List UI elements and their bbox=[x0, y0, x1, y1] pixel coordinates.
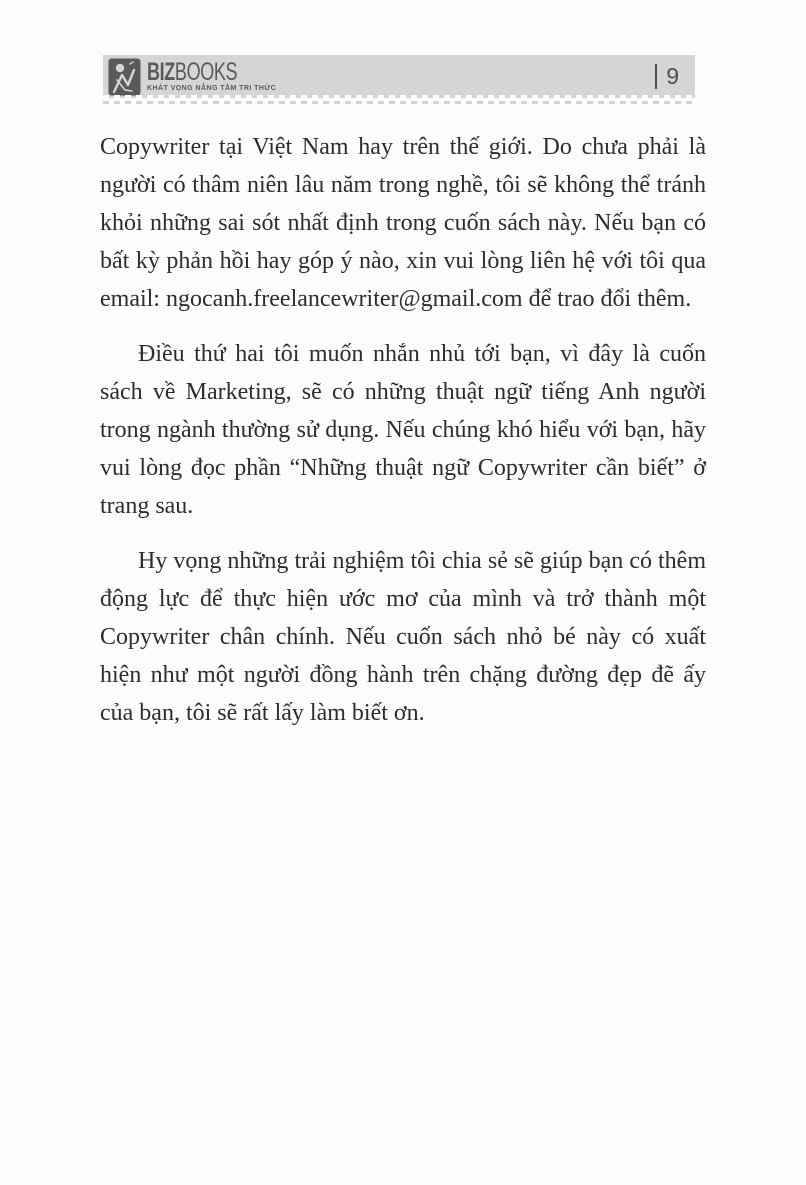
brand-tagline: KHÁT VỌNG NÂNG TẦM TRI THỨC bbox=[147, 85, 277, 92]
paragraph: Điều thứ hai tôi muốn nhắn nhủ tới bạn, vì đây là cuốn sách về Marketing, sẽ có những thuật ngữ tiếng Anh người trong ngành thường sử dụng. Nếu chúng khó hiểu với bạn, hãy vui lòng đọc phần “Những thuật ngữ Copywriter cần biết” ở trang sau. bbox=[100, 341, 706, 519]
brand-books: BOOKS bbox=[174, 58, 238, 86]
page-number-value: 9 bbox=[666, 63, 679, 89]
paragraph: Hy vọng những trải nghiệm tôi chia sẻ sẽ giúp bạn có thêm động lực để thực hiện ước mơ của mình và trở thành một Copywriter chân chính. Nếu cuốn sách nhỏ bé này có xuất hiện như một người đồng hành trên chặng đường đẹp đẽ ấy của bạn, tôi sẽ rất lấy làm biết ơn. bbox=[100, 548, 706, 726]
perforation-edge bbox=[103, 101, 695, 104]
bizbooks-logo bbox=[108, 58, 276, 96]
page-content bbox=[100, 128, 706, 749]
brand-name bbox=[147, 58, 238, 86]
brand-biz: BIZ bbox=[147, 58, 175, 86]
bizbooks-logo-text bbox=[147, 58, 277, 92]
paragraph: Copywriter tại Việt Nam hay trên thế giới. Do chưa phải là người có thâm niên lâu năm trong nghề, tôi sẽ không thể tránh khỏi những sai sót nhất định trong cuốn sách này. Nếu bạn có bất kỳ phản hồi hay góp ý nào, xin vui lòng liên hệ với tôi qua email: ngocanh.freelancewriter@gmail.com để trao đổi thêm. bbox=[100, 134, 706, 312]
page-number bbox=[655, 63, 679, 90]
header-band bbox=[103, 55, 695, 98]
bizbooks-logo-icon bbox=[108, 58, 141, 96]
page-number-divider bbox=[655, 64, 657, 89]
